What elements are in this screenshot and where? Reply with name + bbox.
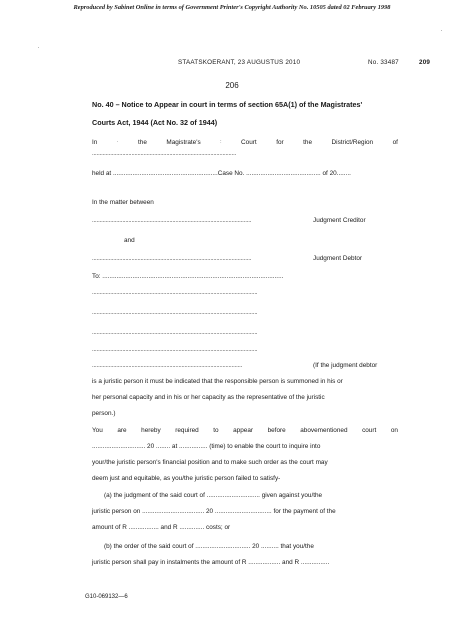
time-line: .............................. 20 ........ at ................ (time) to enable the court to inquire into [92,443,321,450]
scan-speck [441,30,442,31]
hereby-word: required [175,427,199,434]
matter-between-line: In the matter between [92,199,154,206]
page-number: 206 [225,81,239,90]
item-a-line-2: juristic person on ................................... 20 ................................ for the payment of the [92,508,336,515]
reproduction-notice: Reproduced by Sabinet Online in terms of Government Printer's Copyright Authority No. 10505 dated 02 February 1998 [73,4,391,11]
hereby-word: are [117,427,127,434]
court-line [92,139,398,146]
hereby-word: appear [233,427,254,434]
court-word: District/Region [331,139,374,146]
hereby-word: before [267,427,286,434]
hereby-word: on [390,427,398,434]
hereby-word: court [362,427,377,434]
judgment-debtor-label: Judgment Debtor [313,255,363,262]
court-word: of [392,139,398,146]
hereby-line [92,427,398,434]
item-a-line-3: amount of R ................. and R .............. costs; or [92,524,231,531]
address-dots-line: ............................................................................................................. [92,330,258,336]
court-word: for [276,139,284,146]
hereby-word: hereby [141,427,161,434]
court-word: In [92,139,98,146]
hereby-word: You [92,427,103,434]
hereby-word: abovementioned [300,427,348,434]
court-word: the [303,139,313,146]
court-word: · [116,139,119,145]
debtor-dots: ......................................................................................................... [92,256,252,262]
item-b-line-1: (b) the order of the said court of ............................... 20 .......... that you/the [104,543,314,550]
hereby-word: to [213,427,219,434]
juristic-line: is a juristic person it must be indicated that the responsible person is summoned in his or [92,378,343,385]
creditor-dots: ......................................................................................................... [92,218,252,224]
juristic-line: person.) [92,410,116,417]
gazette-publication: STAATSKOERANT, 23 AUGUSTUS 2010 [178,59,301,66]
juristic-dots: ................................................................................................... [92,363,243,369]
judgment-creditor-label: Judgment Creditor [313,217,366,224]
item-a-line-1: (a) the judgment of the said court of .............................. given against you/the [104,492,323,499]
court-word: : [220,139,222,145]
address-dots-line: ............................................................................................................. [92,310,258,316]
court-word: Magistrate's [166,139,201,146]
address-dots-line: ............................................................................................................. [92,347,258,353]
scan-speck [38,47,39,48]
and-label: and [124,237,135,244]
juristic-line: her personal capacity and in his or her capacity as the representative of the juristic [92,394,325,401]
notice-title-line-2: Courts Act, 1944 (Act No. 32 of 1944) [92,118,218,127]
item-b-line-2: juristic person shall pay in instalments the amount of R .................. and R ................ [92,559,330,566]
address-dots-line: ............................................................................................................. [92,290,258,296]
court-dots: ............................................................................................... [92,151,237,157]
court-word: Court [241,139,257,146]
notice-title-line-1: No. 40 – Notice to Appear in court in terms of section 65A(1) of the Magistrates' [92,100,363,109]
juristic-note-start: (If the judgment debtor [313,362,378,369]
court-word: the [138,139,147,146]
to-line: To: ...................................................................................................... [92,273,284,280]
footer-code: G10-069132—6 [85,594,128,600]
held-at-line: held at ...........................................................Case No. .......................................... of 20........ [92,170,351,177]
gazette-page: 209 [419,59,431,66]
equitable-line: deem just and equitable, as you/the juristic person failed to satisfy- [92,475,281,482]
gazette-number: No. 33487 [368,59,399,66]
financial-position-line: your/the juristic person's financial position and to make such order as the court may [92,459,328,466]
